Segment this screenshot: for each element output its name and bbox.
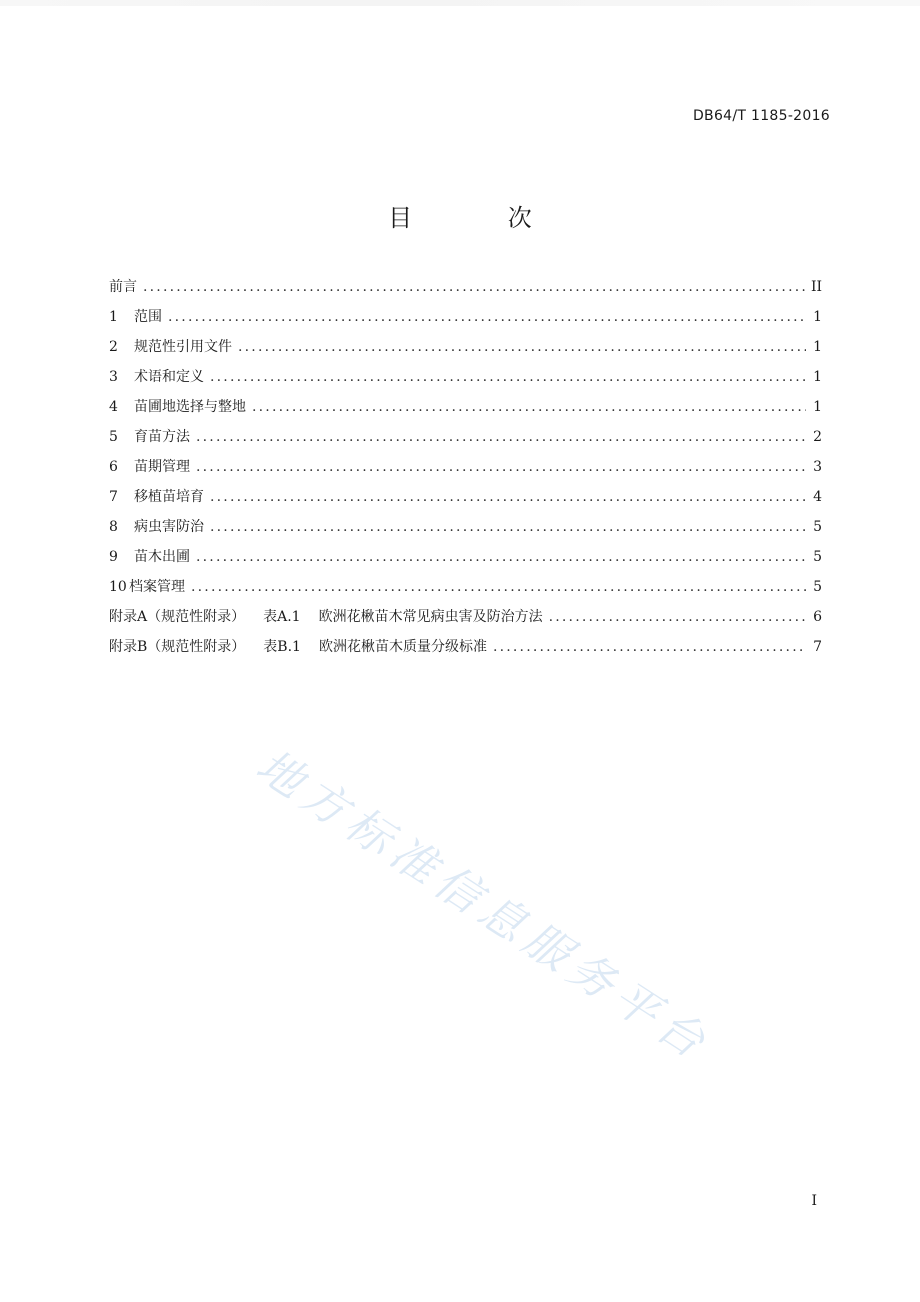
toc-entry-page: II [810,279,822,295]
toc-entry-page: 1 [813,309,822,325]
toc-entry-label [109,602,543,632]
toc-entry-page: 5 [813,579,822,595]
watermark: 地方标准信息服务平台 [247,738,721,1072]
toc-dot-leader [210,512,806,542]
toc-dot-leader [493,632,806,662]
toc-entry-label: 苗木出圃 [134,549,190,565]
toc-entry-label: 移植苗培育 [134,489,204,505]
toc-dot-leader [196,422,806,452]
toc-entry-2[interactable] [109,332,822,362]
toc-entry-page: 3 [813,459,822,475]
appendix-b-table-title: 欧洲花楸苗木质量分级标准 [318,639,487,655]
appendix-a-table-ref: 表A.1 [263,609,301,625]
toc-dot-leader [210,482,806,512]
toc-dot-leader [168,302,806,332]
scan-edge [0,0,920,6]
toc-dot-leader [143,272,805,302]
toc-entry-number: 3 [109,369,118,385]
toc-entry-page: 7 [813,639,822,655]
toc-dot-leader [196,542,806,572]
toc-entry-number: 9 [109,549,118,565]
appendix-a-table-title: 欧洲花楸苗木常见病虫害及防治方法 [318,609,543,625]
appendix-a-label: 附录A（规范性附录） [109,609,246,625]
toc-entry-9[interactable] [109,542,822,572]
toc-entry-label: 前言 [109,279,137,295]
appendix-b-table-ref: 表B.1 [263,639,301,655]
toc-entry-page: 4 [813,489,822,505]
toc-entry-number: 5 [109,429,118,445]
toc-entry-label: 苗期管理 [134,459,190,475]
toc-dot-leader [549,602,806,632]
table-of-contents [109,272,822,662]
toc-dot-leader [196,452,806,482]
toc-entry-label: 档案管理 [129,579,185,595]
toc-dot-leader [252,392,806,422]
toc-entry-label: 术语和定义 [134,369,204,385]
toc-entry-foreword[interactable] [109,272,822,302]
toc-entry-label: 规范性引用文件 [134,339,232,355]
toc-entry-6[interactable] [109,452,822,482]
page-number: I [811,1193,817,1209]
toc-entry-appendix-b[interactable] [109,632,822,662]
appendix-b-label: 附录B（规范性附录） [109,639,246,655]
toc-title: 目 次 [388,204,576,232]
toc-entry-10[interactable] [109,572,822,602]
toc-entry-page: 2 [813,429,822,445]
toc-entry-number: 10 [109,579,127,595]
toc-entry-number: 8 [109,519,118,535]
toc-dot-leader [191,572,806,602]
toc-dot-leader [238,332,806,362]
toc-entry-1[interactable] [109,302,822,332]
toc-entry-4[interactable] [109,392,822,422]
toc-entry-number: 1 [109,309,118,325]
toc-entry-page: 5 [813,519,822,535]
toc-entry-5[interactable] [109,422,822,452]
toc-entry-appendix-a[interactable] [109,602,822,632]
toc-entry-number: 6 [109,459,118,475]
toc-entry-number: 7 [109,489,118,505]
toc-entry-page: 5 [813,549,822,565]
toc-entry-label: 育苗方法 [134,429,190,445]
document-code: DB64/T 1185-2016 [692,108,830,124]
toc-entry-number: 2 [109,339,118,355]
toc-entry-7[interactable] [109,482,822,512]
toc-entry-label: 范围 [134,309,162,325]
toc-entry-8[interactable] [109,512,822,542]
toc-entry-number: 4 [109,399,118,415]
toc-entry-3[interactable] [109,362,822,392]
toc-entry-label [109,632,487,662]
toc-entry-label: 病虫害防治 [134,519,204,535]
toc-entry-page: 1 [813,339,822,355]
toc-entry-page: 6 [813,609,822,625]
toc-entry-label: 苗圃地选择与整地 [134,399,246,415]
toc-entry-page: 1 [813,369,822,385]
toc-dot-leader [210,362,806,392]
toc-entry-page: 1 [813,399,822,415]
